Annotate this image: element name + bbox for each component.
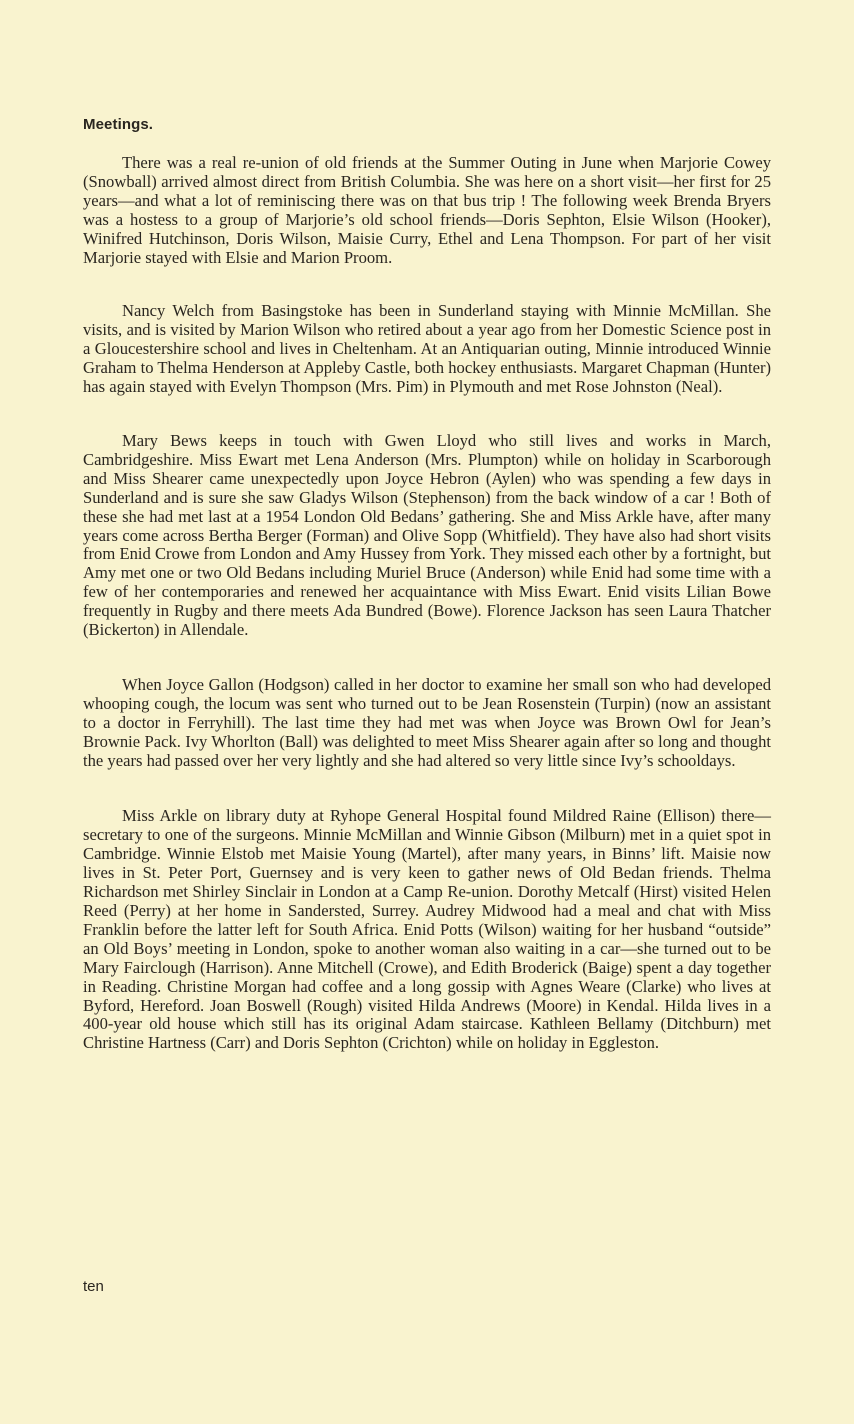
paragraph-miss-arkle: Miss Arkle on library duty at Ryhope General Hospital found Mildred Raine (Ellison) there—secretary to one of the surgeons. Minnie McMillan and Winnie Gibson (Milburn) met in a quiet spot in Cambridge. Winnie Elstob met Maisie Young (Martel), after many years, in Binns’ lift. Maisie now lives in St. Peter Port, Guernsey and is very keen to gather news of Old Bedan friends. Thelma Richardson met Shirley Sinclair in London at a Camp Re-union. Dorothy Metcalf (Hirst) visited Helen Reed (Perry) at her home in Sandersted, Surrey. Audrey Midwood had a meal and chat with Miss Franklin before the latter left for South Africa. Enid Potts (Wilson) waiting for her husband “outside” an Old Boys’ meeting in London, spoke to another woman also waiting in a car—she turned out to be Mary Fairclough (Harrison). Anne Mitchell (Crowe), and Edith Broderick (Baige) spent a day together in Reading. Christine Morgan had coffee and a long gossip with Agnes Weare (Clarke) who lives at Byford, Hereford. Joan Boswell (Rough) visited Hilda Andrews (Moore) in Kendal. Hilda lives in a 400-year old house which still has its original Adam staircase. Kathleen Bellamy (Ditchburn) met Christine Hartness (Carr) and Doris Sephton (Crichton) while on holiday in Eggleston. xyxy=(83,806,771,1053)
paragraph-joyce-gallon: When Joyce Gallon (Hodgson) called in her doctor to examine her small son who had developed whooping cough, the locum was sent who turned out to be Jean Rosenstein (Turpin) (now an assistant to a doctor in Ferryhill). The last time they had met was when Joyce was Brown Owl for Jean’s Brownie Pack. Ivy Whorlton (Ball) was delighted to meet Miss Shearer again after so long and thought the years had passed over her very lightly and she had altered so very little since Ivy’s schooldays. xyxy=(83,674,771,770)
paragraph-mary-bews: Mary Bews keeps in touch with Gwen Lloyd who still lives and works in March, Cambridgeshire. Miss Ewart met Lena Anderson (Mrs. Plumpton) while on holiday in Scarborough and Miss Shearer came unexpectedly upon Joyce Hebron (Aylen) who was spending a few days in Sunderland and is sure she saw Gladys Wilson (Stephenson) from the back window of a car ! Both of these she had met last at a 1954 London Old Bedans’ gathering. She and Miss Arkle have, after many years come across Bertha Berger (Forman) and Olive Sopp (Whitfield). They have also had short visits from Enid Crowe from London and Amy Hussey from York. They missed each other by a fortnight, but Amy met one or two Old Bedans including Muriel Bruce (Anderson) while Enid had some time with a few of her contemporaries and renewed her acquaintance with Miss Ewart. Enid visits Lilian Bowe frequently in Rugby and there meets Ada Bundred (Bowe). Florence Jackson has seen Laura Thatcher (Bickerton) in Allendale. xyxy=(83,430,771,640)
paragraph-summer-outing: There was a real re-union of old friends at the Summer Outing in June when Marjorie Cowey (Snowball) arrived almost direct from British Columbia. She was here on a short visit—her first for 25 years—and what a lot of reminiscing there was on that bus trip ! The following week Brenda Bryers was a hostess to a group of Marjorie’s old school friends—Doris Sephton, Elsie Wilson (Hooker), Winifred Hutchinson, Doris Wilson, Maisie Curry, Ethel and Lena Thompson. For part of her visit Marjorie stayed with Elsie and Marion Proom. xyxy=(83,153,771,267)
paragraph-nancy-welch: Nancy Welch from Basingstoke has been in Sunderland staying with Minnie McMillan. She visits, and is visited by Marion Wilson who retired about a year ago from her Domestic Science post in a Gloucestershire school and lives in Cheltenham. At an Antiquarian outing, Minnie introduced Winnie Graham to Thelma Henderson at Appleby Castle, both hockey enthusiasts. Margaret Chapman (Hunter) has again stayed with Evelyn Thompson (Mrs. Pim) in Plymouth and met Rose Johnston (Neal). xyxy=(83,301,771,397)
section-heading: Meetings. xyxy=(83,116,154,133)
page-number: ten xyxy=(83,1278,104,1295)
page-body xyxy=(83,116,771,1053)
